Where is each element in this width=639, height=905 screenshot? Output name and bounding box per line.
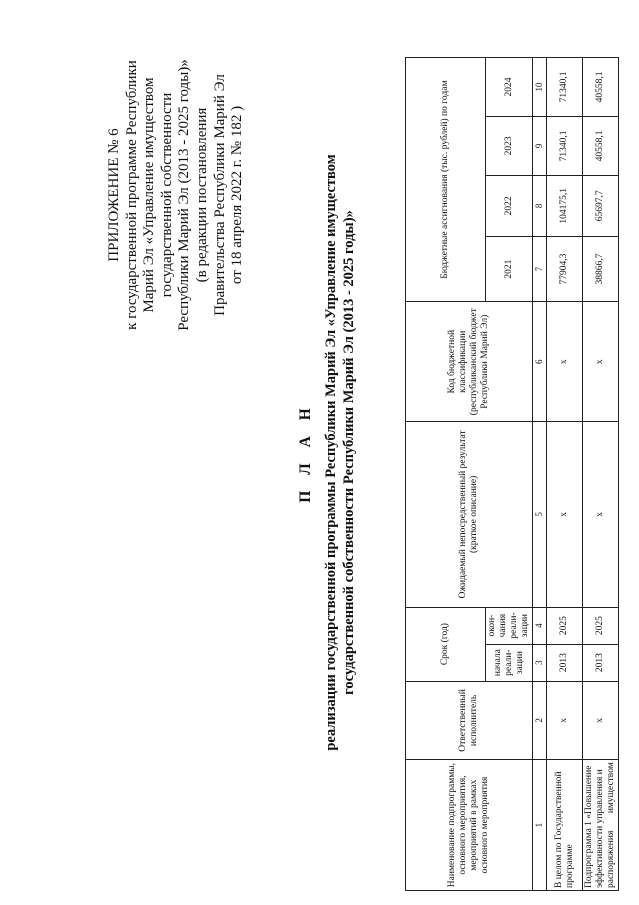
header-year: 2023 (486, 116, 533, 175)
appendix-line: государственной собственности (158, 92, 175, 298)
row-result: х (583, 422, 619, 607)
appendix-line: Правительства Республики Марий Эл (211, 74, 228, 316)
appendix-header (106, 30, 247, 360)
row-executor: х (583, 681, 619, 760)
column-number: 2 (533, 681, 547, 760)
row-start: 2013 (583, 644, 619, 681)
plan-subtitle-line: государственной собственности Республики Марий Эл (2013 - 2025 годы)» (341, 210, 357, 695)
row-name: В целом по Государственной программе (547, 760, 583, 891)
row-value: 71340,1 (547, 116, 583, 175)
header-budget-code: Код бюджетной классификации (республиканский бюджет Республики Марий Эл) (406, 302, 533, 422)
header-year: 2024 (486, 58, 533, 117)
column-number-row (533, 58, 547, 891)
column-number: 5 (533, 422, 547, 607)
header-row (406, 58, 486, 891)
row-end: 2025 (547, 607, 583, 644)
column-number: 9 (533, 116, 547, 175)
plan-table (405, 57, 619, 891)
table-row (547, 58, 583, 891)
header-budget: Бюджетные ассигнования (тыс. рублей) по годам (406, 58, 486, 302)
row-end: 2025 (583, 607, 619, 644)
column-number: 7 (533, 236, 547, 301)
column-number: 3 (533, 644, 547, 681)
row-value: 40558,1 (583, 58, 619, 117)
header-period-start: начала реали-зации (486, 644, 533, 681)
row-code: х (547, 302, 583, 422)
row-executor: х (547, 681, 583, 760)
appendix-line: ПРИЛОЖЕНИЕ № 6 (106, 128, 122, 262)
header-period-end: окон-чания реали-зации (486, 607, 533, 644)
appendix-line: к государственной программе Республики (123, 60, 140, 330)
appendix-line: (в редакции постановления (193, 107, 210, 283)
row-value: 38866,7 (583, 236, 619, 301)
column-number: 1 (533, 760, 547, 891)
header-executor: Ответственный исполнитель (406, 681, 533, 760)
plan-title: П Л А Н (297, 402, 314, 503)
header-name: Наименование подпрограммы, основного мероприятия, мероприятий в рамках основного мероприятия (406, 760, 533, 891)
row-name: Подпрограмма 1 «Повышение эффективности управления и распоряжения имуществом (583, 760, 619, 891)
row-value: 40558,1 (583, 116, 619, 175)
header-result: Ожидаемый непосредственный результат (краткое описание) (406, 422, 533, 607)
column-number: 10 (533, 58, 547, 117)
row-value: 104175,1 (547, 175, 583, 236)
row-result: х (547, 422, 583, 607)
header-year: 2021 (486, 236, 533, 301)
table-row (583, 58, 619, 891)
row-code: х (583, 302, 619, 422)
header-period: Срок (год) (406, 607, 486, 681)
appendix-line: от 18 апреля 2022 г. № 182 ) (229, 105, 246, 285)
row-value: 71340,1 (547, 58, 583, 117)
appendix-line: Марий Эл «Управление имуществом (141, 77, 158, 313)
column-number: 6 (533, 302, 547, 422)
column-number: 8 (533, 175, 547, 236)
plan-subtitle-line: реализации государственной программы Республики Марий Эл «Управление имуществом (323, 154, 339, 751)
plan-subtitle (322, 0, 358, 905)
row-value: 65697,7 (583, 175, 619, 236)
row-value: 77904,3 (547, 236, 583, 301)
header-year: 2022 (486, 175, 533, 236)
appendix-line: Республики Марий Эл (2013 - 2025 годы)» (176, 59, 193, 331)
row-start: 2013 (547, 644, 583, 681)
column-number: 4 (533, 607, 547, 644)
